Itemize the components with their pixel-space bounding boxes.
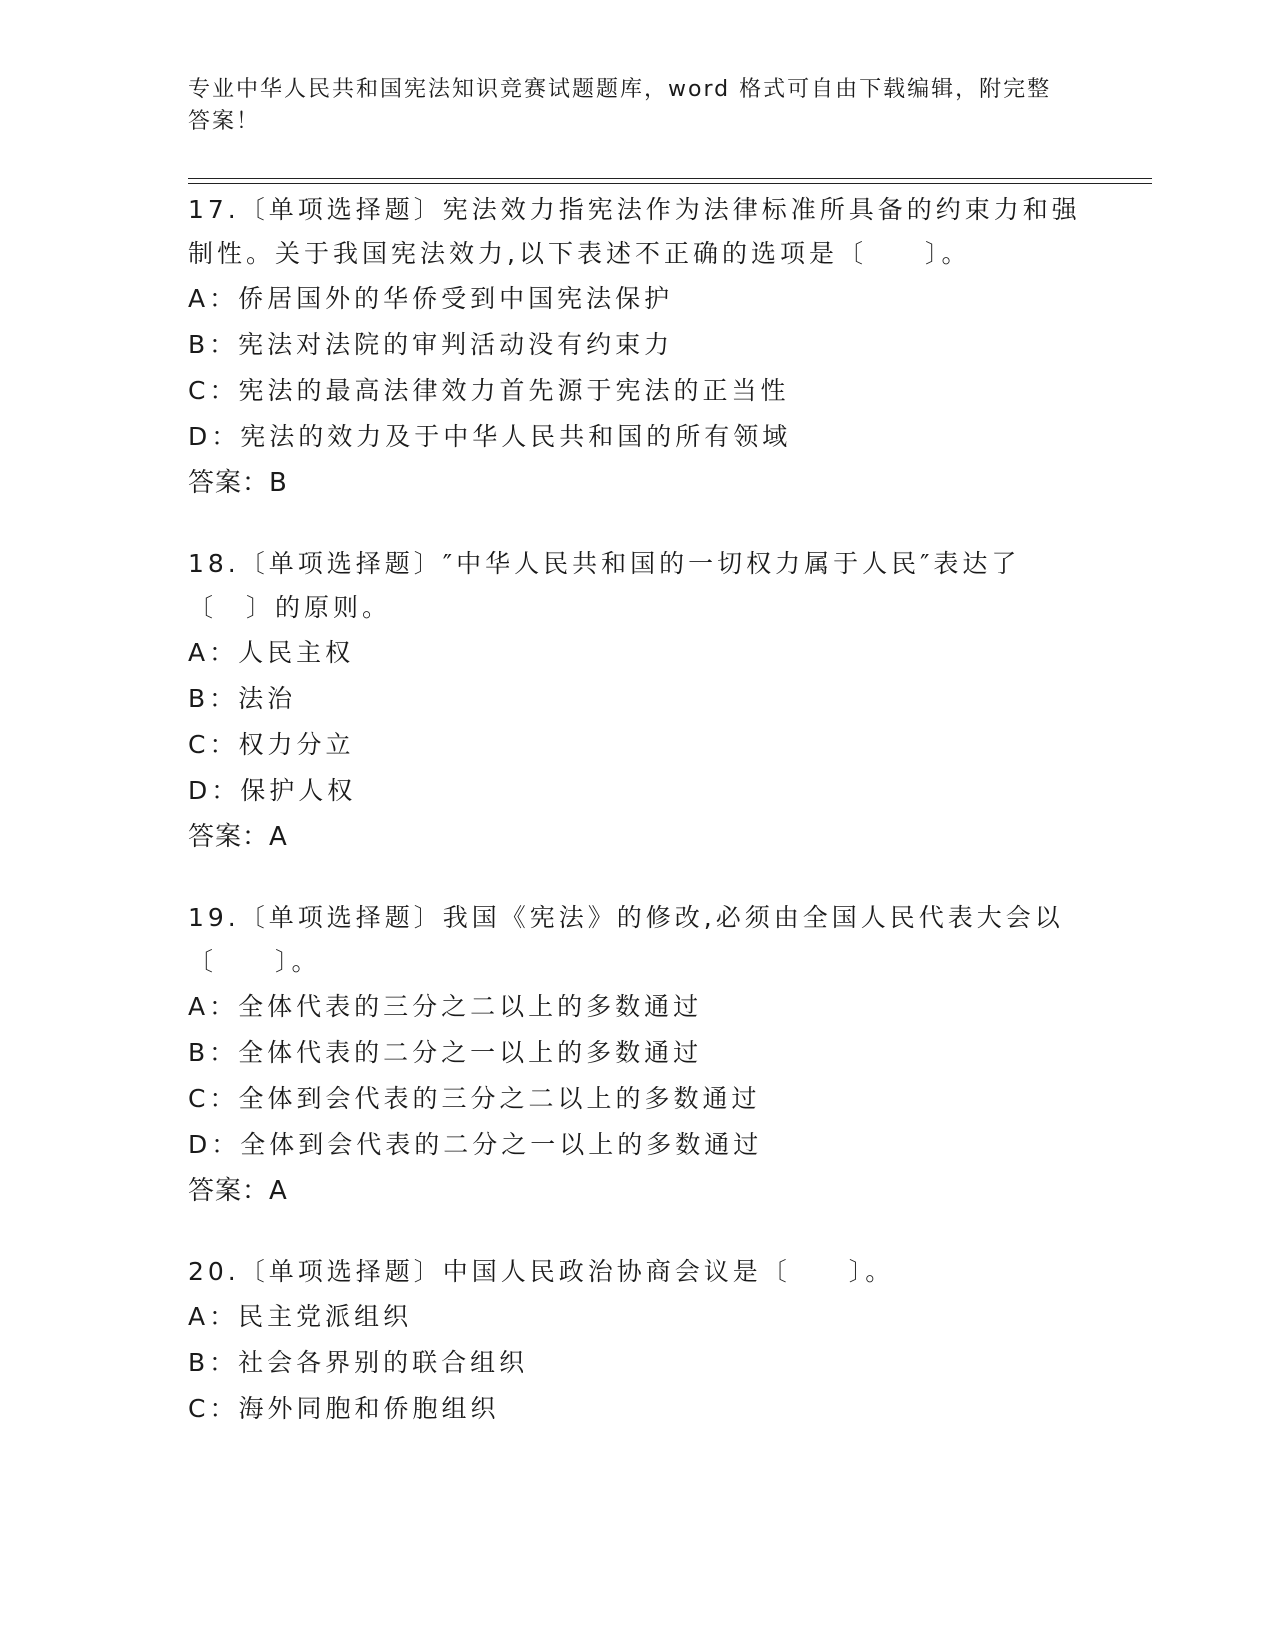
question-stem: 19.〔单项选择题〕我国《宪法》的修改,必须由全国人民代表大会以〔 〕。 [188,903,1064,976]
option-d: D：全体到会代表的二分之一以上的多数通过 [188,1130,763,1159]
option-c: C：全体到会代表的三分之二以上的多数通过 [188,1084,761,1113]
header-divider-top [188,178,1152,179]
option-c: C：宪法的最高法律效力首先源于宪法的正当性 [188,376,790,405]
option-c: C：权力分立 [188,730,355,759]
option-d: D：保护人权 [188,776,357,805]
option-b: B：法治 [188,684,297,713]
answer: 答案：A [188,1176,288,1206]
option-c: C：海外同胞和侨胞组织 [188,1394,500,1423]
option-b: B：宪法对法院的审判活动没有约束力 [188,330,674,359]
option-a: A：全体代表的三分之二以上的多数通过 [188,992,703,1021]
document-header: 专业中华人民共和国宪法知识竞赛试题题库，word 格式可自由下载编辑，附完整答案！ [188,77,1052,134]
option-d: D：宪法的效力及于中华人民共和国的所有领域 [188,422,792,451]
question-stem: 18.〔单项选择题〕″中华人民共和国的一切权力属于人民″表达了〔 〕的原则。 [188,549,1021,622]
answer: 答案：B [188,468,288,498]
question-stem: 17.〔单项选择题〕宪法效力指宪法作为法律标准所具备的约束力和强制性。关于我国宪法效力,以下表述不正确的选项是〔 〕。 [188,195,1081,268]
option-a: A：人民主权 [188,638,355,667]
header-divider-bottom [188,183,1152,184]
question-19 [188,896,1088,1214]
option-a: A：民主党派组织 [188,1302,413,1331]
option-b: B：全体代表的二分之一以上的多数通过 [188,1038,703,1067]
answer: 答案：A [188,822,288,852]
question-stem: 20.〔单项选择题〕中国人民政治协商会议是〔 〕。 [188,1257,895,1286]
question-20 [188,1250,1088,1432]
option-a: A：侨居国外的华侨受到中国宪法保护 [188,284,674,313]
question-17 [188,188,1088,506]
question-18 [188,542,1088,860]
option-b: B：社会各界别的联合组织 [188,1348,529,1377]
question-list [188,188,1088,1432]
